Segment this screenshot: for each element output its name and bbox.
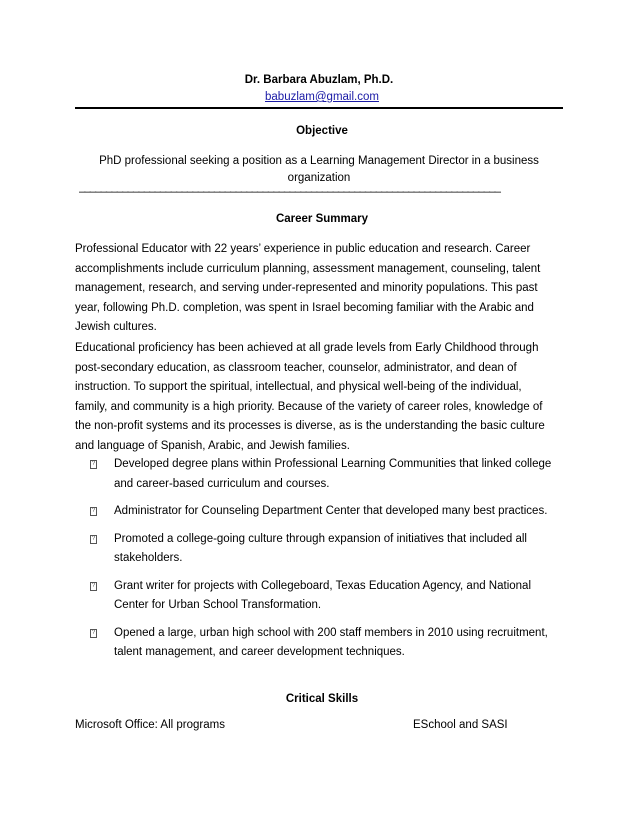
bullet-text: Developed degree plans within Professional Learning Communities that linked college and career-based curriculum and courses.	[114, 458, 552, 490]
candidate-name: Dr. Barbara Abuzlam, Ph.D.	[244, 74, 394, 86]
bullet-placeholder-icon: ?	[91, 508, 96, 514]
career-summary-heading: Career Summary	[275, 213, 369, 225]
objective-text: PhD professional seeking a position as a Learning Management Director in a business organization	[99, 155, 539, 184]
objective-heading: Objective	[296, 125, 348, 137]
header-divider	[75, 107, 563, 109]
career-summary-paragraph-2: Educational proficiency has been achieved at all grade levels from Early Childhood through post-secondary education, as classroom teacher, counselor, administrator, and dean of instruction. To support the spiritual, intellectual, and physical well-being of the individual, family, and community is a high priority. Because of the variety of career roles, knowledge of the non-profit systems and its processes is diverse, as is the understanding the basic culture and language of Spanish, Arabic, and Jewish families.	[75, 342, 545, 452]
objective-separator: ______________________________________________________________________________	[79, 181, 500, 193]
bullet-text: Promoted a college-going culture through expansion of initiatives that included all stakeholders.	[114, 532, 527, 564]
bullet-text: Opened a large, urban high school with 200 staff members in 2010 using recruitment, talent management, and career development techniques.	[114, 626, 548, 658]
bullet-placeholder-icon: ?	[91, 535, 96, 542]
list-item	[90, 577, 560, 616]
list-item	[90, 455, 560, 494]
bullet-text: Grant writer for projects with Collegeboard, Texas Education Agency, and National Center for Urban School Transformation.	[114, 579, 531, 611]
bullet-placeholder-icon: ?	[91, 582, 96, 589]
list-item	[90, 624, 560, 663]
career-summary-paragraph-1: Professional Educator with 22 years’ experience in public education and research. Career accomplishments include curriculum planning, assessment management, counseling, talent management, research, and serving under-represented and minority populations. This past year, following Ph.D. completion, was spent in Israel becoming familiar with the Arabic and Jewish cultures.	[75, 243, 541, 333]
skill-eschool-sasi: ESchool and SASI	[413, 719, 508, 731]
critical-skills-heading: Critical Skills	[285, 693, 359, 705]
email-link[interactable]: babuzlam@gmail.com	[265, 91, 379, 103]
accomplishments-list	[90, 455, 560, 671]
skill-microsoft-office: Microsoft Office: All programs	[75, 719, 225, 731]
bullet-placeholder-icon: ?	[91, 461, 96, 467]
list-item	[90, 530, 560, 569]
bullet-text: Administrator for Counseling Department Center that developed many best practices.	[114, 505, 548, 517]
list-item	[90, 502, 560, 522]
bullet-placeholder-icon: ?	[91, 629, 96, 636]
